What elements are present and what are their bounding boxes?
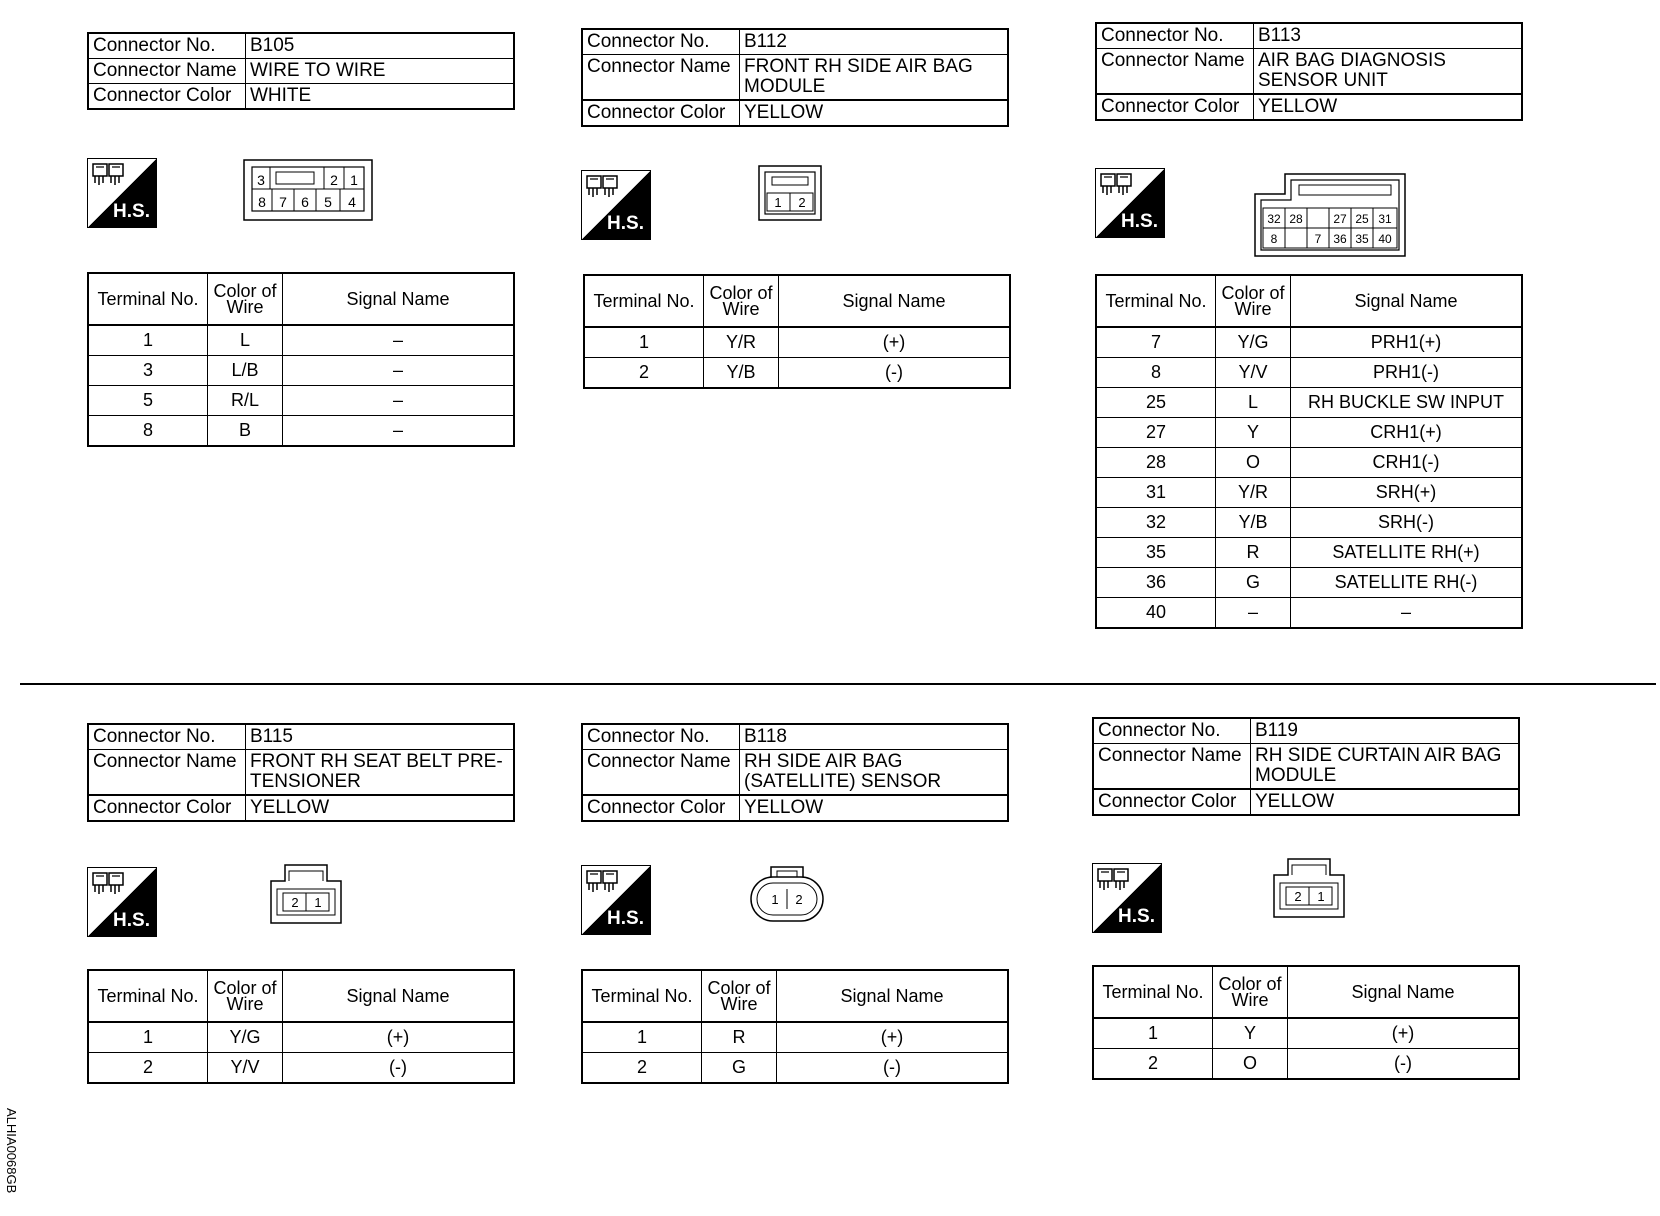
signal-cell: PRH1(-): [1291, 358, 1523, 388]
wire-color-cell: G: [702, 1053, 777, 1084]
wire-color-cell: L: [1216, 388, 1291, 418]
hs-label: H.S.: [113, 201, 150, 222]
pin-label: 3: [257, 172, 265, 188]
connector-b105: [87, 32, 517, 462]
signal-cell: (+): [779, 327, 1011, 358]
signal-cell: RH BUCKLE SW INPUT: [1291, 388, 1523, 418]
harness-side-icon: [581, 170, 651, 240]
terminal-cell: 1: [582, 1022, 702, 1053]
connector-face-diagram: [269, 863, 343, 925]
terminal-cell: 31: [1096, 478, 1216, 508]
table-row: [584, 358, 1010, 389]
table-row: [584, 327, 1010, 358]
hs-label: H.S.: [607, 213, 644, 234]
wire-color-cell: Y/R: [1216, 478, 1291, 508]
wire-color-cell: G: [1216, 568, 1291, 598]
signal-cell: –: [1291, 598, 1523, 629]
terminal-cell: 36: [1096, 568, 1216, 598]
connector-name-label: Connector Name: [88, 59, 246, 84]
table-row: [1093, 1049, 1519, 1080]
pin-label: 31: [1378, 212, 1392, 226]
pin-label: 1: [350, 172, 358, 188]
wire-color-cell: R: [702, 1022, 777, 1053]
connector-no: B112: [740, 29, 1009, 55]
connector-b115: [87, 723, 517, 1083]
terminal-no-header: Terminal No.: [88, 273, 208, 325]
table-row: [88, 1053, 514, 1084]
signal-name-header: Signal Name: [283, 970, 515, 1022]
table-row: [1096, 358, 1522, 388]
pin-label: 4: [348, 194, 356, 210]
connector-color-label: Connector Color: [88, 84, 246, 110]
wire-color-cell: Y/B: [1216, 508, 1291, 538]
table-row: [1096, 478, 1522, 508]
connector-name-label: Connector Name: [88, 750, 246, 796]
table-row: [582, 1022, 1008, 1053]
wire-color-cell: R/L: [208, 386, 283, 416]
signal-cell: SRH(+): [1291, 478, 1523, 508]
connector-no-label: Connector No.: [582, 724, 740, 750]
pin-label: 40: [1378, 232, 1392, 246]
wire-color-cell: Y/V: [1216, 358, 1291, 388]
connector-name: FRONT RH SEAT BELT PRE-TENSIONER: [246, 750, 515, 796]
pin-label: 8: [1270, 232, 1278, 246]
wire-color-cell: Y/G: [208, 1022, 283, 1053]
signal-name-header: Signal Name: [1288, 966, 1520, 1018]
pin-label: 2: [798, 195, 806, 210]
terminal-cell: 7: [1096, 327, 1216, 358]
wire-color-cell: Y/V: [208, 1053, 283, 1084]
connector-no-label: Connector No.: [1096, 23, 1254, 49]
terminal-table: [87, 272, 515, 447]
pin-label: 25: [1355, 212, 1369, 226]
connector-b112: [581, 28, 1011, 458]
connector-color: YELLOW: [740, 795, 1009, 821]
wire-color-cell: L: [208, 325, 283, 356]
table-row: [1096, 568, 1522, 598]
table-row: [582, 1053, 1008, 1084]
terminal-cell: 2: [582, 1053, 702, 1084]
connector-name-label: Connector Name: [1093, 744, 1251, 790]
wire-color-cell: –: [1216, 598, 1291, 629]
table-row: [88, 386, 514, 416]
terminal-cell: 5: [88, 386, 208, 416]
terminal-table: [581, 969, 1009, 1084]
terminal-cell: 2: [88, 1053, 208, 1084]
terminal-cell: 1: [88, 325, 208, 356]
pin-label: 28: [1289, 212, 1303, 226]
table-row: [1096, 508, 1522, 538]
connector-face-diagram: [1253, 172, 1409, 258]
pin-label: 1: [1317, 889, 1325, 904]
signal-cell: –: [283, 386, 515, 416]
harness-side-icon: [581, 865, 651, 935]
terminal-cell: 35: [1096, 538, 1216, 568]
terminal-no-header: Terminal No.: [1096, 275, 1216, 327]
hs-label: H.S.: [1118, 906, 1155, 927]
wire-color-cell: Y/B: [704, 358, 779, 389]
connector-b119: [1092, 717, 1522, 1077]
table-row: [1093, 1018, 1519, 1049]
terminal-cell: 32: [1096, 508, 1216, 538]
connector-info-table: [1092, 717, 1520, 816]
terminal-cell: 3: [88, 356, 208, 386]
terminal-cell: 1: [1093, 1018, 1213, 1049]
connector-no-label: Connector No.: [1093, 718, 1251, 744]
pin-label: 1: [774, 195, 782, 210]
wire-color-cell: Y: [1216, 418, 1291, 448]
connector-name: WIRE TO WIRE: [246, 59, 515, 84]
terminal-cell: 27: [1096, 418, 1216, 448]
signal-cell: (+): [777, 1022, 1009, 1053]
connector-color: WHITE: [246, 84, 515, 110]
connector-name: RH SIDE CURTAIN AIR BAG MODULE: [1251, 744, 1520, 790]
table-row: [88, 1022, 514, 1053]
pin-label: 2: [1294, 889, 1302, 904]
connector-color-label: Connector Color: [582, 100, 740, 126]
connector-face-diagram: [749, 863, 825, 925]
harness-side-icon: [1095, 168, 1165, 238]
pin-label: 6: [301, 194, 309, 210]
wire-color-header: Color of Wire: [208, 273, 283, 325]
connector-color: YELLOW: [246, 795, 515, 821]
harness-connector-icon: [90, 161, 130, 191]
connector-no-label: Connector No.: [88, 724, 246, 750]
wire-color-cell: B: [208, 416, 283, 447]
connector-b118: [581, 723, 1011, 1083]
pin-label: 2: [795, 892, 803, 907]
connector-face-diagram: [757, 164, 823, 222]
harness-connector-icon: [90, 870, 130, 900]
table-row: [1096, 327, 1522, 358]
connector-color-label: Connector Color: [1093, 789, 1251, 815]
connector-b113: [1095, 22, 1525, 662]
terminal-no-header: Terminal No.: [1093, 966, 1213, 1018]
connector-name: FRONT RH SIDE AIR BAG MODULE: [740, 55, 1009, 101]
connector-color: YELLOW: [1251, 789, 1520, 815]
pin-label: 27: [1333, 212, 1347, 226]
terminal-cell: 25: [1096, 388, 1216, 418]
pin-label: 7: [1314, 232, 1322, 246]
connector-face-diagram: [1272, 857, 1346, 919]
pin-label: 1: [771, 892, 779, 907]
table-row: [1096, 388, 1522, 418]
harness-side-icon: [87, 158, 157, 228]
pin-label: 36: [1333, 232, 1347, 246]
signal-cell: SATELLITE RH(+): [1291, 538, 1523, 568]
table-row: [88, 356, 514, 386]
connector-no-label: Connector No.: [582, 29, 740, 55]
signal-cell: –: [283, 416, 515, 447]
connector-name: RH SIDE AIR BAG (SATELLITE) SENSOR: [740, 750, 1009, 796]
wire-color-cell: Y: [1213, 1018, 1288, 1049]
hs-label: H.S.: [607, 908, 644, 929]
terminal-cell: 28: [1096, 448, 1216, 478]
connector-name-label: Connector Name: [582, 750, 740, 796]
signal-cell: –: [283, 356, 515, 386]
connector-info-table: [87, 32, 515, 110]
harness-connector-icon: [1095, 866, 1135, 896]
terminal-cell: 2: [1093, 1049, 1213, 1080]
signal-cell: CRH1(-): [1291, 448, 1523, 478]
wire-color-header: Color of Wire: [1213, 966, 1288, 1018]
terminal-cell: 8: [1096, 358, 1216, 388]
terminal-table: [87, 969, 515, 1084]
wire-color-header: Color of Wire: [702, 970, 777, 1022]
connector-name-label: Connector Name: [582, 55, 740, 101]
connector-info-table: [1095, 22, 1523, 121]
terminal-no-header: Terminal No.: [584, 275, 704, 327]
signal-cell: (-): [777, 1053, 1009, 1084]
terminal-cell: 40: [1096, 598, 1216, 629]
harness-connector-icon: [1098, 171, 1138, 201]
pin-label: 8: [258, 194, 266, 210]
terminal-cell: 1: [88, 1022, 208, 1053]
hs-label: H.S.: [1121, 211, 1158, 232]
table-row: [88, 416, 514, 447]
harness-connector-icon: [584, 173, 624, 203]
signal-cell: (-): [779, 358, 1011, 389]
connector-no: B119: [1251, 718, 1520, 744]
signal-cell: SRH(-): [1291, 508, 1523, 538]
terminal-table: [1092, 965, 1520, 1080]
terminal-cell: 8: [88, 416, 208, 447]
harness-side-icon: [87, 867, 157, 937]
wire-color-cell: L/B: [208, 356, 283, 386]
connector-no: B113: [1254, 23, 1523, 49]
connector-no-label: Connector No.: [88, 33, 246, 59]
connector-name-label: Connector Name: [1096, 49, 1254, 95]
figure-code: ALHIA0068GB: [4, 1108, 19, 1194]
section-divider: [20, 683, 1656, 685]
pin-label: 2: [291, 895, 299, 910]
terminal-no-header: Terminal No.: [582, 970, 702, 1022]
terminal-table: [1095, 274, 1523, 629]
signal-cell: CRH1(+): [1291, 418, 1523, 448]
signal-cell: (+): [283, 1022, 515, 1053]
signal-name-header: Signal Name: [283, 273, 515, 325]
table-row: [1096, 418, 1522, 448]
wire-color-cell: Y/G: [1216, 327, 1291, 358]
wire-color-cell: Y/R: [704, 327, 779, 358]
connector-no: B105: [246, 33, 515, 59]
pin-label: 32: [1267, 212, 1281, 226]
terminal-table: [583, 274, 1011, 389]
wire-color-header: Color of Wire: [1216, 275, 1291, 327]
connector-name: AIR BAG DIAGNOSIS SENSOR UNIT: [1254, 49, 1523, 95]
signal-cell: –: [283, 325, 515, 356]
pin-label: 7: [279, 194, 287, 210]
wire-color-cell: R: [1216, 538, 1291, 568]
harness-side-icon: [1092, 863, 1162, 933]
connector-no: B118: [740, 724, 1009, 750]
signal-name-header: Signal Name: [1291, 275, 1523, 327]
terminal-no-header: Terminal No.: [88, 970, 208, 1022]
connector-color: YELLOW: [1254, 94, 1523, 120]
signal-cell: (-): [283, 1053, 515, 1084]
signal-cell: PRH1(+): [1291, 327, 1523, 358]
connector-color-label: Connector Color: [582, 795, 740, 821]
signal-name-header: Signal Name: [777, 970, 1009, 1022]
wire-color-header: Color of Wire: [208, 970, 283, 1022]
signal-cell: (-): [1288, 1049, 1520, 1080]
harness-connector-icon: [584, 868, 624, 898]
connector-info-table: [581, 723, 1009, 822]
signal-cell: (+): [1288, 1018, 1520, 1049]
table-row: [88, 325, 514, 356]
connector-info-table: [87, 723, 515, 822]
signal-name-header: Signal Name: [779, 275, 1011, 327]
connector-color-label: Connector Color: [1096, 94, 1254, 120]
connector-face-diagram: [242, 158, 374, 224]
connector-info-table: [581, 28, 1009, 127]
table-row: [1096, 598, 1522, 629]
pin-label: 5: [324, 194, 332, 210]
table-row: [1096, 538, 1522, 568]
table-row: [1096, 448, 1522, 478]
wire-color-header: Color of Wire: [704, 275, 779, 327]
wire-color-cell: O: [1213, 1049, 1288, 1080]
connector-color: YELLOW: [740, 100, 1009, 126]
connector-color-label: Connector Color: [88, 795, 246, 821]
signal-cell: SATELLITE RH(-): [1291, 568, 1523, 598]
pin-label: 2: [330, 172, 338, 188]
pin-label: 35: [1355, 232, 1369, 246]
hs-label: H.S.: [113, 910, 150, 931]
terminal-cell: 2: [584, 358, 704, 389]
terminal-cell: 1: [584, 327, 704, 358]
wire-color-cell: O: [1216, 448, 1291, 478]
connector-no: B115: [246, 724, 515, 750]
pin-label: 1: [314, 895, 322, 910]
